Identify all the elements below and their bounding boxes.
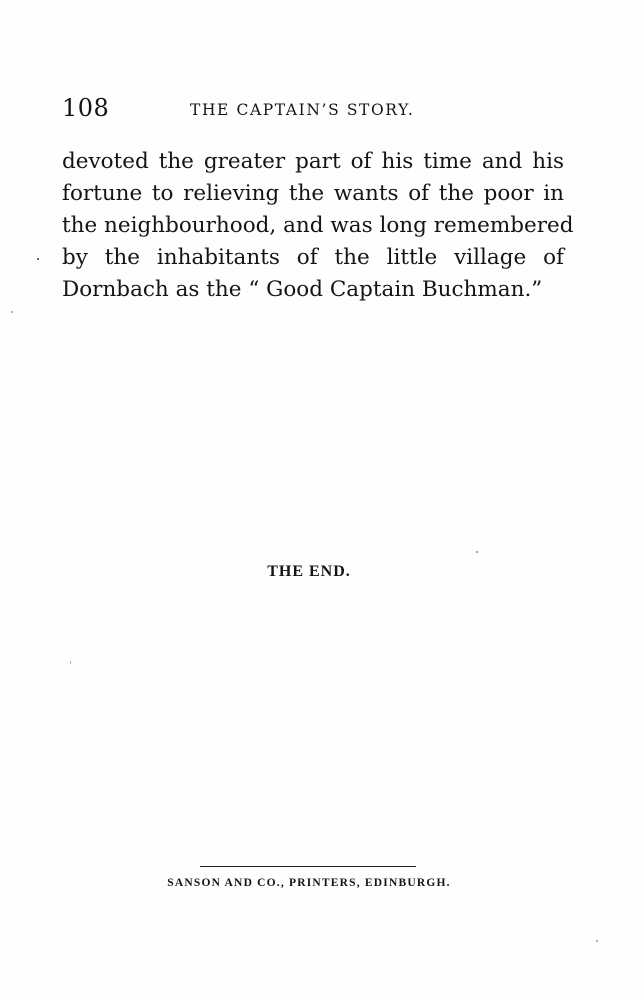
- body-line: Dornbach as the “ Good Captain Buchman.”: [62, 277, 543, 302]
- body-line: the neighbourhood, and was long remembered: [62, 213, 574, 238]
- footer-rule: [200, 866, 416, 867]
- ink-speck: [11, 311, 13, 313]
- body-line: by the inhabitants of the little village of: [62, 245, 564, 270]
- body-line: devoted the greater part of his time and his: [62, 149, 564, 174]
- the-end-heading: THE END.: [267, 563, 351, 580]
- ink-speck: [70, 661, 71, 664]
- body-paragraph: [62, 146, 574, 306]
- ink-speck: [37, 258, 39, 260]
- body-line: fortune to relieving the wants of the poor in: [62, 181, 564, 206]
- page-number: 108: [62, 94, 110, 122]
- ink-speck: [476, 551, 478, 553]
- ink-speck: [596, 940, 598, 942]
- running-head: THE CAPTAIN’S STORY.: [190, 101, 415, 119]
- printer-imprint: SANSON AND CO., PRINTERS, EDINBURGH.: [167, 877, 451, 889]
